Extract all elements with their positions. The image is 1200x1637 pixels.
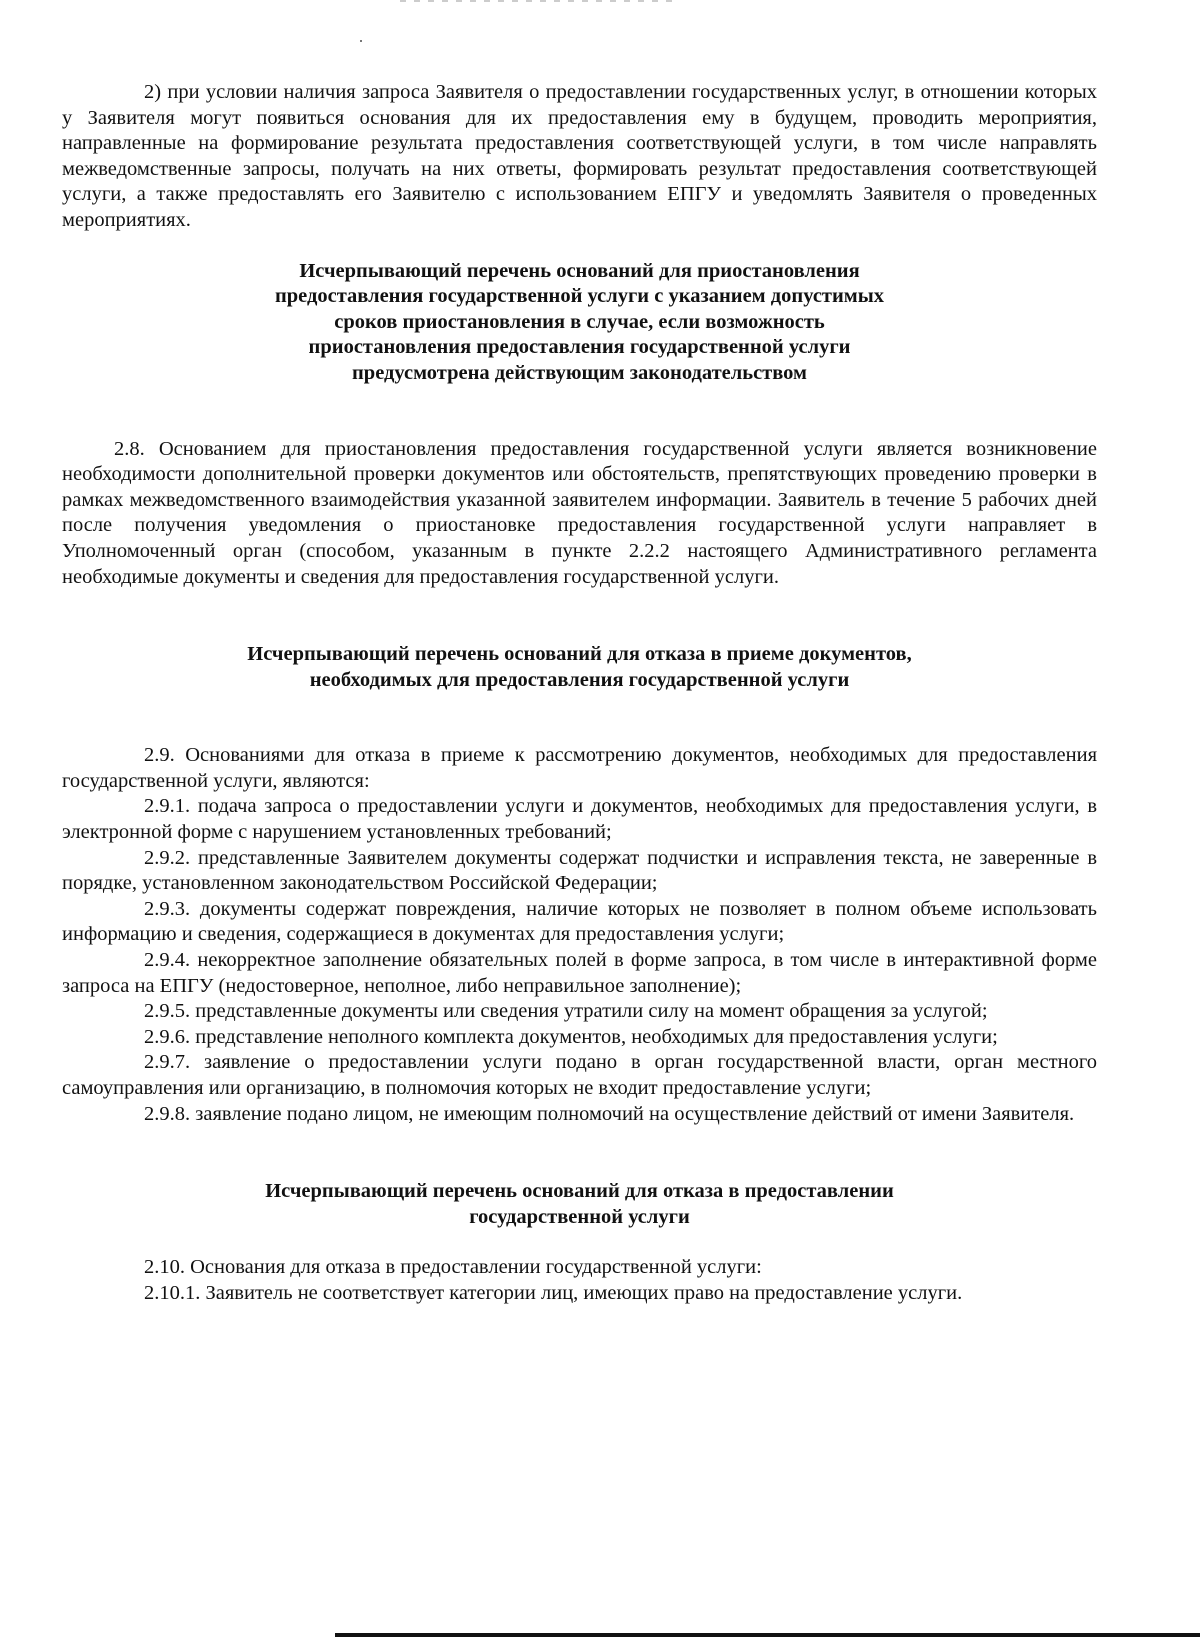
intro-paragraph: 2) при условии наличия запроса Заявителя о предоставлении государственных услуг, в отношении которых у Заявителя могут появиться основания для их предоставления ему в будущем, проводить мероприятия, направленные на формирование результата предоставления соответствующей услуги, в том числе направлять межведомственные запросы, получать на них ответы, формировать результат предоставления соответствующей услуги, а также предоставлять его Заявителю с использованием ЕПГУ и уведомлять Заявителя о проведенных мероприятиях. (62, 81, 1097, 231)
heading-suspension (62, 259, 1097, 387)
heading-line: Исчерпывающий перечень оснований для отказа в приеме документов, (247, 643, 912, 666)
heading-line: предусмотрена действующим законодательством (351, 361, 808, 384)
paragraph-2-9-6: 2.9.6. представление неполного комплекта документов, необходимых для предоставления услуги; (144, 1025, 998, 1048)
document-body (62, 80, 1097, 1307)
paragraph-2-10: 2.10. Основания для отказа в предоставлении государственной услуги: (144, 1256, 762, 1279)
paragraph-2-9-3: 2.9.3. документы содержат повреждения, наличие которых не позволяет в полном объеме использовать информацию и сведения, содержащиеся в документах для предоставления услуги; (62, 897, 1097, 946)
paragraph-2-9-7: 2.9.7. заявление о предоставлении услуги подано в орган государственной власти, орган местного самоуправления или организацию, в полномочия которых не входит предоставление услуги; (62, 1051, 1097, 1099)
heading-refusal-service (62, 1179, 1097, 1230)
heading-line: необходимых для предоставления государственной услуги (309, 668, 850, 691)
paragraph-2-8: 2.8. Основанием для приостановления предоставления государственной услуги является возникновение необходимости дополнительной проверки документов или обстоятельств, препятствующих проведению проверки в рамках межведомственного взаимодействия указанной заявителем информации. Заявитель в течение 5 рабочих дней после получения уведомления о приостановке предоставления государственной услуги направляет в Уполномоченный орган (способом, указанным в пункте 2.2.2 настоящего Административного регламента необходимые документы и сведения для предоставления государственной услуги. (62, 437, 1097, 588)
paragraph-2-9-5: 2.9.5. представленные документы или сведения утратили силу на момент обращения за услугой; (144, 1000, 988, 1023)
heading-line: Исчерпывающий перечень оснований для отказа в предоставлении (265, 1180, 894, 1203)
heading-line: предоставления государственной услуги с указанием допустимых (274, 285, 885, 308)
paragraph-2-9-4: 2.9.4. некорректное заполнение обязательных полей в форме запроса, в том числе в интерактивной форме запроса на ЕПГУ (недостоверное, неполное, либо неправильное заполнение); (62, 949, 1097, 997)
scan-speck (360, 40, 362, 42)
paragraph-2-9-1: 2.9.1. подача запроса о предоставлении услуги и документов, необходимых для предоставления услуги, в электронной форме с нарушением установленных требований; (62, 795, 1097, 844)
heading-line: приостановления предоставления государственной услуги (308, 336, 851, 359)
paragraph-2-9-2: 2.9.2. представленные Заявителем документы содержат подчистки и исправления текста, не заверенные в порядке, установленном законодательством Российской Федерации; (62, 846, 1097, 895)
paragraph-2-10-1: 2.10.1. Заявитель не соответствует категории лиц, имеющих право на предоставление услуги. (144, 1281, 963, 1304)
heading-refusal-acceptance (62, 642, 1097, 693)
paragraph-2-9: 2.9. Основаниями для отказа в приеме к рассмотрению документов, необходимых для предоставления государственной услуги, являются: (62, 744, 1097, 792)
heading-line: Исчерпывающий перечень оснований для приостановления (299, 259, 860, 282)
scan-artifact-top (400, 0, 680, 2)
paragraph-2-9-8: 2.9.8. заявление подано лицом, не имеющим полномочий на осуществление действий от имени Заявителя. (144, 1102, 1075, 1125)
scan-artifact-bottom (335, 1633, 1200, 1637)
heading-line: сроков приостановления в случае, если возможность (334, 310, 825, 333)
heading-line: государственной услуги (469, 1205, 690, 1228)
